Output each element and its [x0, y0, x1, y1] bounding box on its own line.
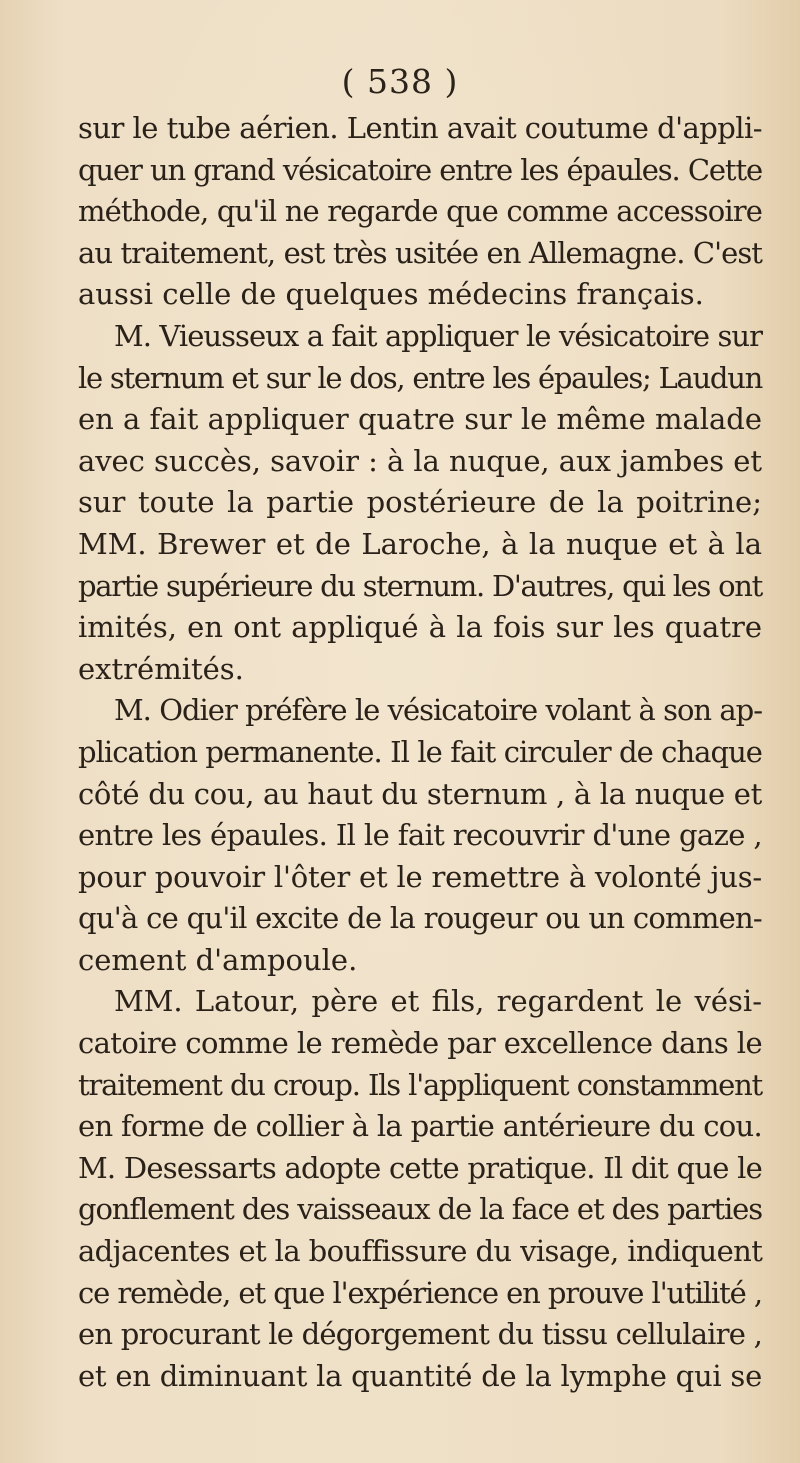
text-line: aussi celle de quelques médecins français. — [78, 277, 704, 312]
text-line: quer un grand vésicatoire entre les épaules. Cette — [78, 152, 762, 187]
text-line: sur le tube aérien. Lentin avait coutume d'appli- — [78, 111, 762, 145]
text-line: MM. Brewer et de Laroche, à la nuque et à la — [78, 526, 762, 561]
text-line: en procurant le dégorgement du tissu cellulaire , — [78, 1317, 762, 1352]
text-line: M. Desessarts adopte cette pratique. Il dit que le — [78, 1150, 762, 1185]
text-line: pour pouvoir l'ôter et le remettre à volonté jus- — [78, 859, 762, 894]
text-line: catoire comme le remède par excellence dans le — [78, 1026, 762, 1061]
text-line: extrémités. — [78, 651, 244, 686]
text-line: plication permanente. Il le fait circuler de chaque — [78, 734, 762, 769]
text-line: en forme de collier à la partie antérieure du cou. — [78, 1109, 762, 1144]
text-line: traitement du croup. Ils l'appliquent constamment — [78, 1067, 762, 1102]
text-line: sur toute la partie postérieure de la poitrine; — [78, 485, 762, 520]
text-line: cement d'ampoule. — [78, 942, 358, 977]
text-line: entre les épaules. Il le fait recouvrir d'une gaze , — [78, 818, 762, 853]
text-line: adjacentes et la bouffissure du visage, indiquent — [78, 1234, 763, 1269]
text-line: qu'à ce qu'il excite de la rougeur ou un commen- — [78, 901, 762, 936]
text-line: partie supérieure du sternum. D'autres, qui les ont — [78, 568, 762, 603]
text-line: au traitement, est très usitée en Allemagne. C'est — [78, 235, 762, 270]
text-line: côté du cou, au haut du sternum , à la nuque et — [78, 776, 762, 811]
text-line: M. Odier préfère le vésicatoire volant à son ap- — [114, 693, 762, 728]
text-line: méthode, qu'il ne regarde que comme accessoire — [78, 194, 762, 229]
text-line: le sternum et sur le dos, entre les épaules; Laudun — [78, 360, 762, 395]
text-line: M. Vieusseux a fait appliquer le vésicatoire sur — [114, 318, 762, 353]
text-line: en a fait appliquer quatre sur le même malade — [78, 402, 762, 437]
text-line: et en diminuant la quantité de la lymphe qui se — [78, 1358, 762, 1393]
text-line: MM. Latour, père et fils, regardent le vési- — [114, 984, 762, 1019]
text-line: imités, en ont appliqué à la fois sur les quatre — [78, 610, 762, 645]
page-number: ( 538 ) — [341, 62, 459, 101]
body-text — [78, 108, 762, 1397]
text-line: avec succès, savoir : à la nuque, aux jambes et — [78, 443, 762, 478]
text-line: gonflement des vaisseaux de la face et des parties — [78, 1192, 762, 1227]
text-line: ce remède, et que l'expérience en prouve l'utilité , — [78, 1275, 762, 1310]
